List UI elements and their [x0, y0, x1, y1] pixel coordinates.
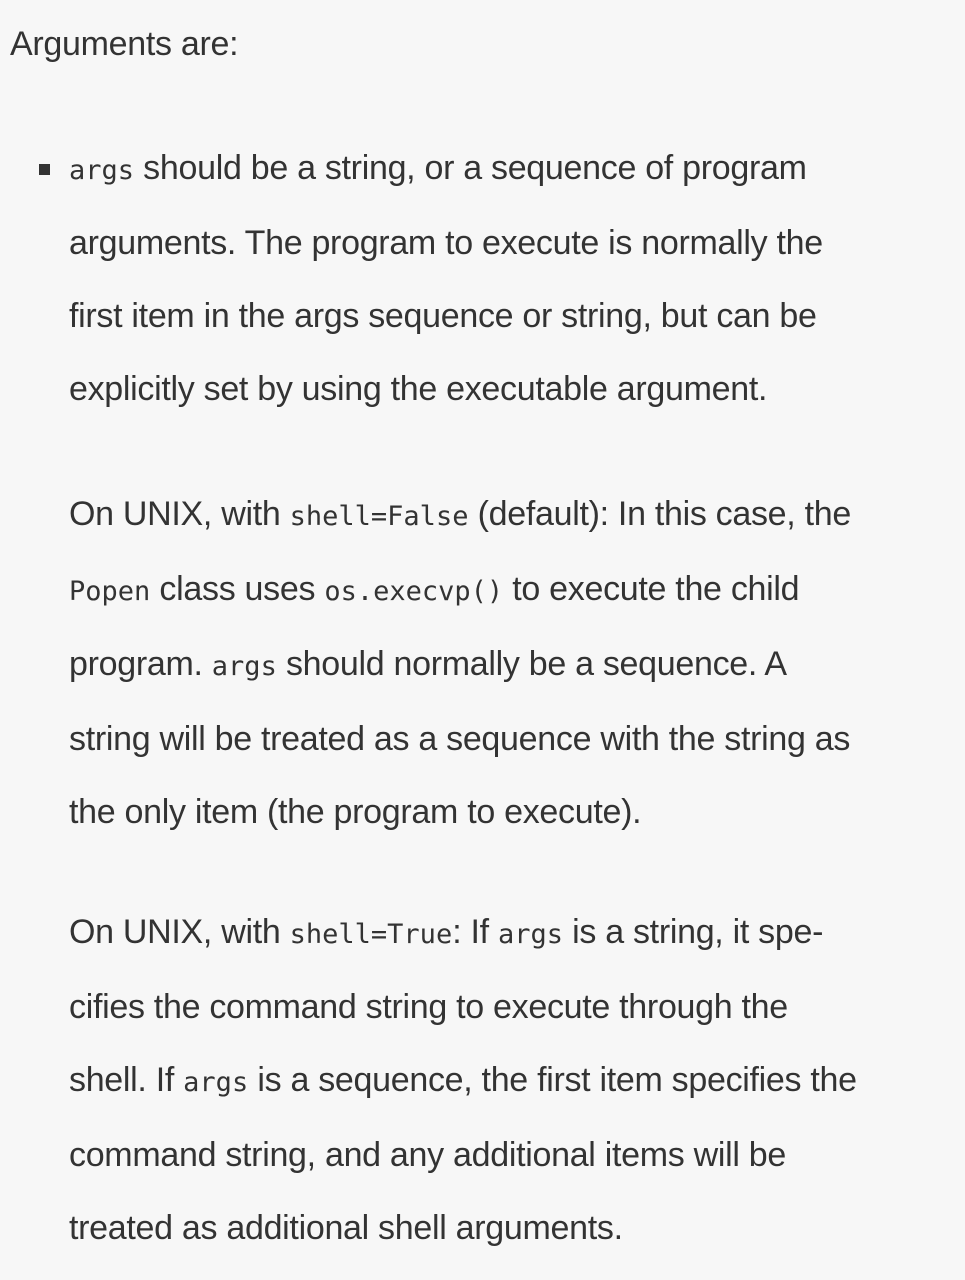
- code-shell-true: shell=True: [289, 919, 453, 950]
- code-shell-false: shell=False: [289, 501, 469, 532]
- code-args: args: [69, 155, 135, 186]
- code-args: args: [211, 651, 277, 682]
- p2-line-3: program. args should normally be a sequence. A: [69, 645, 787, 683]
- p2-line-1: On UNIX, with shell=False (default): In this case, the: [69, 495, 851, 533]
- paragraph-args-definition: [69, 132, 949, 426]
- code-popen: Popen: [69, 576, 151, 607]
- p3-line-3: shell. If args is a sequence, the first item specifies the: [69, 1061, 857, 1099]
- p1-line-4: explicitly set by using the executable argument.: [69, 370, 768, 408]
- list-bullet-icon: [39, 164, 50, 175]
- p3-line-4: command string, and any additional items will be: [69, 1136, 786, 1174]
- p2-line-5: the only item (the program to execute).: [69, 793, 642, 831]
- p2-line-4: string will be treated as a sequence with the string as: [69, 720, 851, 758]
- p3-line-5: treated as additional shell arguments.: [69, 1209, 623, 1247]
- p1-line-2: arguments. The program to execute is normally the: [69, 224, 823, 262]
- p3-line-2: cifies the command string to execute through the: [69, 988, 788, 1026]
- p1-line-1: args should be a string, or a sequence of program: [69, 149, 807, 187]
- code-args: args: [183, 1067, 249, 1098]
- p3-line-1: On UNIX, with shell=True: If args is a string, it spe-: [69, 913, 824, 951]
- paragraph-shell-false: [69, 478, 949, 849]
- intro-text: Arguments are:: [10, 25, 239, 63]
- code-args: args: [497, 919, 563, 950]
- paragraph-shell-true: [69, 896, 949, 1265]
- p2-line-2: Popen class uses os.execvp() to execute the child: [69, 570, 800, 608]
- code-os-execvp: os.execvp(): [324, 576, 504, 607]
- p1-line-3: first item in the args sequence or string, but can be: [69, 297, 817, 335]
